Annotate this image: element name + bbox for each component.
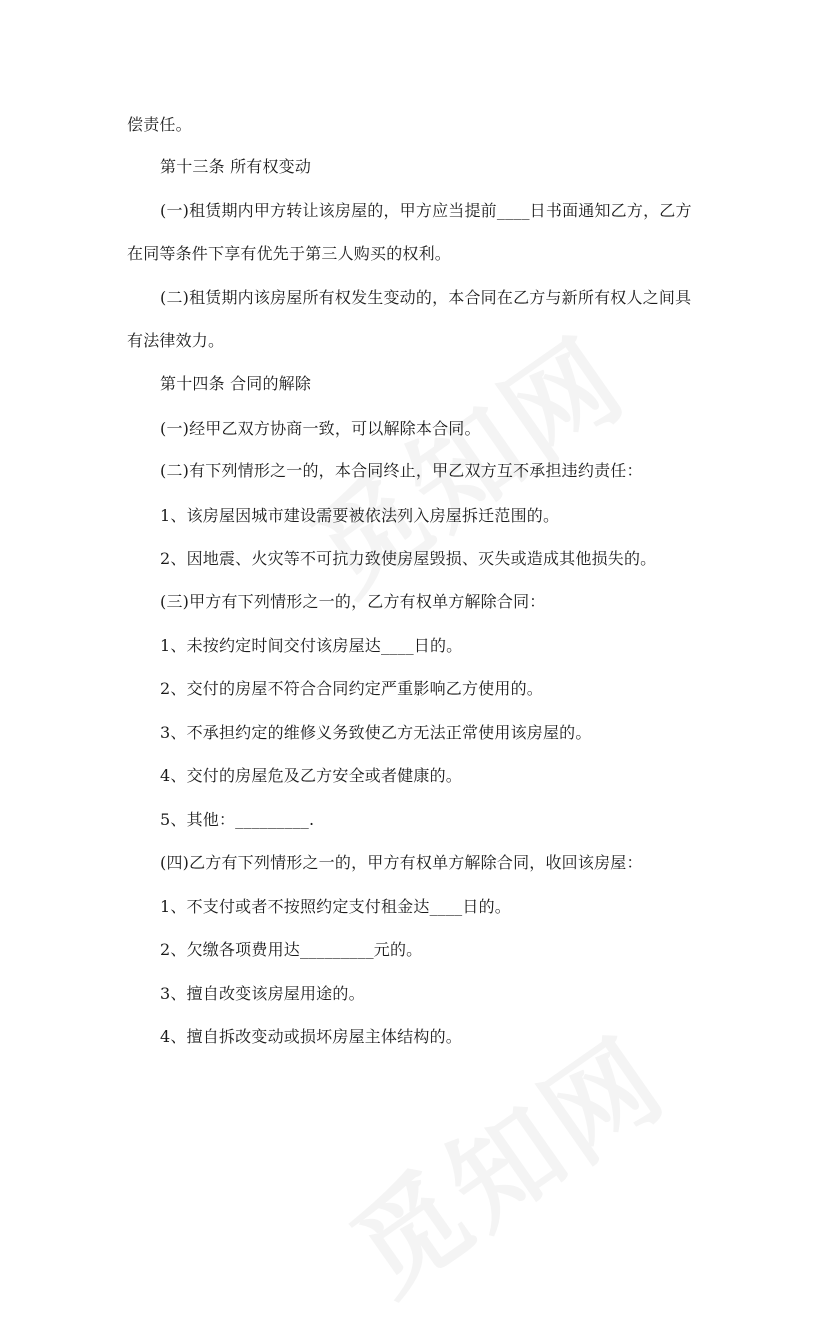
list-item: 3、擅自改变该房屋用途的。 xyxy=(160,984,365,1003)
list-item: 3、不承担约定的维修义务致使乙方无法正常使用该房屋的。 xyxy=(160,723,592,742)
section-heading: 第十三条 所有权变动 xyxy=(160,157,312,176)
list-item: 1、未按约定时间交付该房屋达____日的。 xyxy=(160,636,463,655)
list-item: 2、因地震、火灾等不可抗力致使房屋毁损、灭失或造成其他损失的。 xyxy=(160,549,657,568)
list-item: 4、交付的房屋危及乙方安全或者健康的。 xyxy=(160,766,462,785)
list-item: 1、该房屋因城市建设需要被依法列入房屋拆迁范围的。 xyxy=(160,506,560,525)
paragraph-line: (一)经甲乙双方协商一致，可以解除本合同。 xyxy=(160,419,481,438)
list-item: 5、其他：_________. xyxy=(160,810,315,829)
paragraph-line: (四)乙方有下列情形之一的，甲方有权单方解除合同，收回该房屋： xyxy=(160,853,643,872)
paragraph-line: 在同等条件下享有优先于第三人购买的权利。 xyxy=(127,244,452,263)
list-item: 2、欠缴各项费用达_________元的。 xyxy=(160,940,423,959)
paragraph-line: 有法律效力。 xyxy=(127,331,225,350)
paragraph-line: (二)有下列情形之一的，本合同终止，甲乙双方互不承担违约责任： xyxy=(160,461,643,480)
list-item: 2、交付的房屋不符合合同约定严重影响乙方使用的。 xyxy=(160,679,543,698)
list-item: 1、不支付或者不按照约定支付租金达____日的。 xyxy=(160,897,511,916)
paragraph-line: (三)甲方有下列情形之一的，乙方有权单方解除合同： xyxy=(160,592,546,611)
paragraph-line: 偿责任。 xyxy=(127,115,192,134)
section-heading: 第十四条 合同的解除 xyxy=(160,374,312,393)
paragraph-line: (二)租赁期内该房屋所有权发生变动的，本合同在乙方与新所有权人之间具 xyxy=(160,288,692,307)
list-item: 4、擅自拆改变动或损坏房屋主体结构的。 xyxy=(160,1027,462,1046)
paragraph-line: (一)租赁期内甲方转让该房屋的，甲方应当提前____日书面通知乙方，乙方 xyxy=(160,201,692,220)
